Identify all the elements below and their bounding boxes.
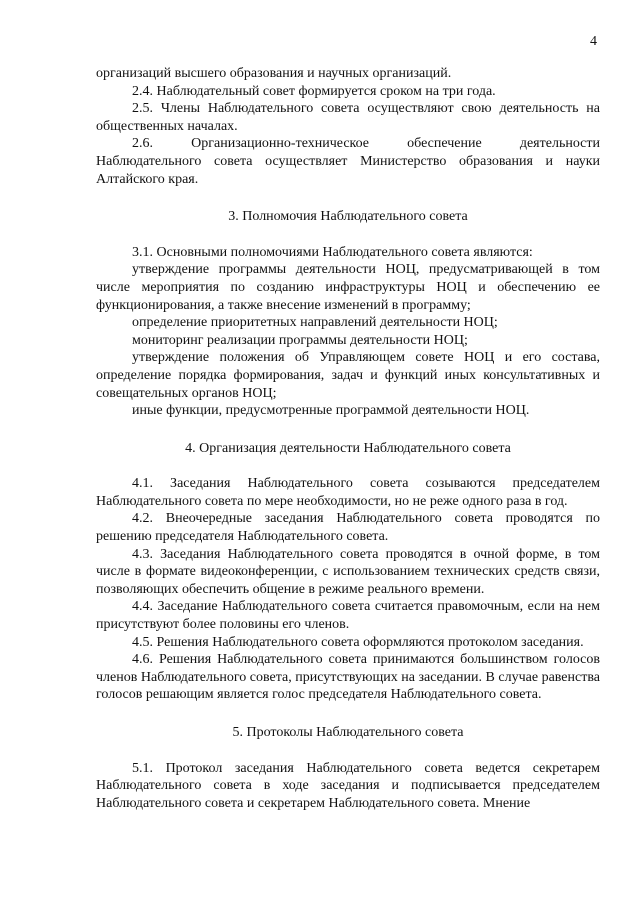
paragraph-5-1: 5.1. Протокол заседания Наблюдательного совета ведется секретарем Наблюдательного совета в ходе заседания и подписывается председателем Наблюдательного совета и секретарем Наблюдательного совета. Мнение bbox=[96, 760, 600, 811]
powers-item: утверждение положения об Управляющем совете НОЦ и его состава, определение порядка формирования, задач и функций иных консультативных и совещательных органов НОЦ; bbox=[96, 350, 600, 401]
paragraph-4-6: 4.6. Решения Наблюдательного совета принимаются большинством голосов членов Наблюдательного совета, присутствующих на заседании. В случае равенства голосов решающим является голос председателя Наблюдательного совета. bbox=[96, 652, 600, 703]
section-4-heading: 4. Организация деятельности Наблюдательного совета bbox=[185, 440, 511, 456]
paragraph-4-4: 4.4. Заседание Наблюдательного совета считается правомочным, если на нем присутствуют более половины его членов. bbox=[96, 599, 600, 633]
paragraph-continuation: организаций высшего образования и научных организаций. bbox=[96, 66, 452, 81]
paragraph-4-3: 4.3. Заседания Наблюдательного совета проводятся в очной форме, в том числе в формате видеоконференции, с использованием технических средств связи, позволяющих обеспечить общение в режиме реального времени. bbox=[96, 546, 600, 597]
paragraph-2-4: 2.4. Наблюдательный совет формируется сроком на три года. bbox=[132, 83, 496, 99]
page-number: 4 bbox=[590, 34, 597, 49]
paragraph-2-5: 2.5. Члены Наблюдательного совета осуществляют свою деятельность на общественных началах. bbox=[96, 101, 600, 134]
document-body bbox=[96, 65, 600, 812]
paragraph-4-2: 4.2. Внеочередные заседания Наблюдательного совета проводятся по решению председателя Наблюдательного совета. bbox=[96, 511, 600, 545]
paragraph-4-1: 4.1. Заседания Наблюдательного совета созываются председателем Наблюдательного совета по мере необходимости, но не реже одного раза в год. bbox=[96, 476, 600, 509]
powers-item: определение приоритетных направлений деятельности НОЦ; bbox=[132, 315, 498, 331]
paragraph-2-6: 2.6. Организационно-техническое обеспечение деятельности Наблюдательного совета осуществляет Министерство образования и науки Алтайского края. bbox=[96, 136, 600, 187]
paragraph-4-5: 4.5. Решения Наблюдательного совета оформляются протоколом заседания. bbox=[132, 634, 584, 650]
section-3-heading: 3. Полномочия Наблюдательного совета bbox=[228, 209, 468, 225]
paragraph-3-1: 3.1. Основными полномочиями Наблюдательного совета являются: bbox=[132, 244, 533, 260]
powers-item: мониторинг реализации программы деятельности НОЦ; bbox=[132, 332, 468, 348]
section-5-heading: 5. Протоколы Наблюдательного совета bbox=[232, 725, 464, 740]
powers-item: утверждение программы деятельности НОЦ, предусматривающей в том числе мероприятия по созданию инфраструктуры НОЦ и обеспечению ее функционирования, а также внесение изменений в программу; bbox=[96, 262, 600, 313]
powers-item: иные функции, предусмотренные программой деятельности НОЦ. bbox=[132, 403, 530, 419]
